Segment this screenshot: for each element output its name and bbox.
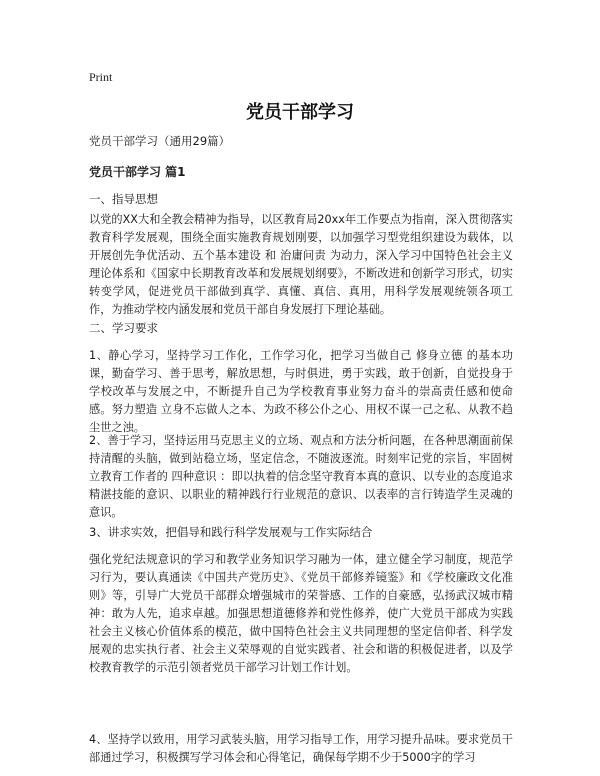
requirements-heading: 二、学习要求 xyxy=(89,321,158,335)
requirement-3-paragraph: 强化党纪法规意识的学习和教学业务知识学习融为一体，建立健全学习制度，规范学习行为，要认真通读《中国共产党历史》、《党员干部修养镜鉴》和《学校廉政文化准则》等，引导广大党员干部群众增强城市的荣誉感、工作的自豪感，弘扬武汉城市精神：敢为人先，追求卓越。加强思想道德修养和党性修养，使广大党员干部成为实践社会主义核心价值体系的模范，做中国特色社会主义共同理想的坚定信仰者、科学发展观的忠实执行者、社会主义荣辱观的自觉实践者、社会和谐的积极促进者，以及学校教育教学的示范引领者党员干部学习计划工作计划。 xyxy=(89,553,513,674)
article-heading: 党员干部学习 篇1 xyxy=(89,165,186,179)
guiding-heading: 一、指导思想 xyxy=(89,192,158,206)
print-label: Print xyxy=(89,70,113,84)
requirement-1-paragraph: 1、静心学习，坚持学习工作化，工作学习化，把学习当做自己 修身立德 的基本功课，勤奋学习、善于思考，解放思想，与时俱进，勇于实践，敢于创新，自觉投身于学校改革与发展之中，不断提升自己为学校教育事业努力奋斗的崇高责任感和使命感。努力塑造 立身不忘做人之本、为政不移公仆之心、用权不谋一己之私、从教不趋尘世之浊。 xyxy=(89,349,513,434)
guiding-paragraph: 以党的XX大和全教会精神为指导，以区教育局20xx年工作要点为指南，深入贯彻落实教育科学发展观，围绕全面实施教育规划刚要，以加强学习型党组织建设为载体，以开展创先争优活动、五个基本建设 和 治庸问责 为动力，深入学习中国特色社会主义理论体系和《国家中长期教育改革和发展规划纲要》，不断改进和创新学习形式，切实转变学风，促进党员干部做到真学、真懂、真信、真用，用科学发展观统领各项工作，为推动学校内涵发展和党员干部自身发展打下理论基础。 xyxy=(89,213,513,316)
requirement-2-paragraph: 2、善于学习，坚持运用马克思主义的立场、观点和方法分析问题，在各种思潮面前保持清醒的头脑，做到站稳立场，坚定信念，不随波逐流。时刻牢记党的宗旨，牢固树立教育工作者的 四种意识 ：即以执着的信念坚守教育本真的意识、以专业的态度追求精湛技能的意识、以职业的精神践行行业规范的意识、以表率的言行铸造学生灵魂的意识。 xyxy=(89,434,513,519)
requirement-4-paragraph: 4、坚持学以致用，用学习武装头脑，用学习指导工作，用学习提升品味。要求党员干部通过学习，积极撰写学习体会和心得笔记，确保每学期不少于5000字的学习 xyxy=(89,733,513,764)
document-title: 党员干部学习 xyxy=(246,102,354,123)
requirement-3-heading: 3、讲求实效，把倡导和践行科学发展观与工作实际结合 xyxy=(89,525,373,539)
document-subtitle: 党员干部学习（通用29篇） xyxy=(89,134,231,148)
